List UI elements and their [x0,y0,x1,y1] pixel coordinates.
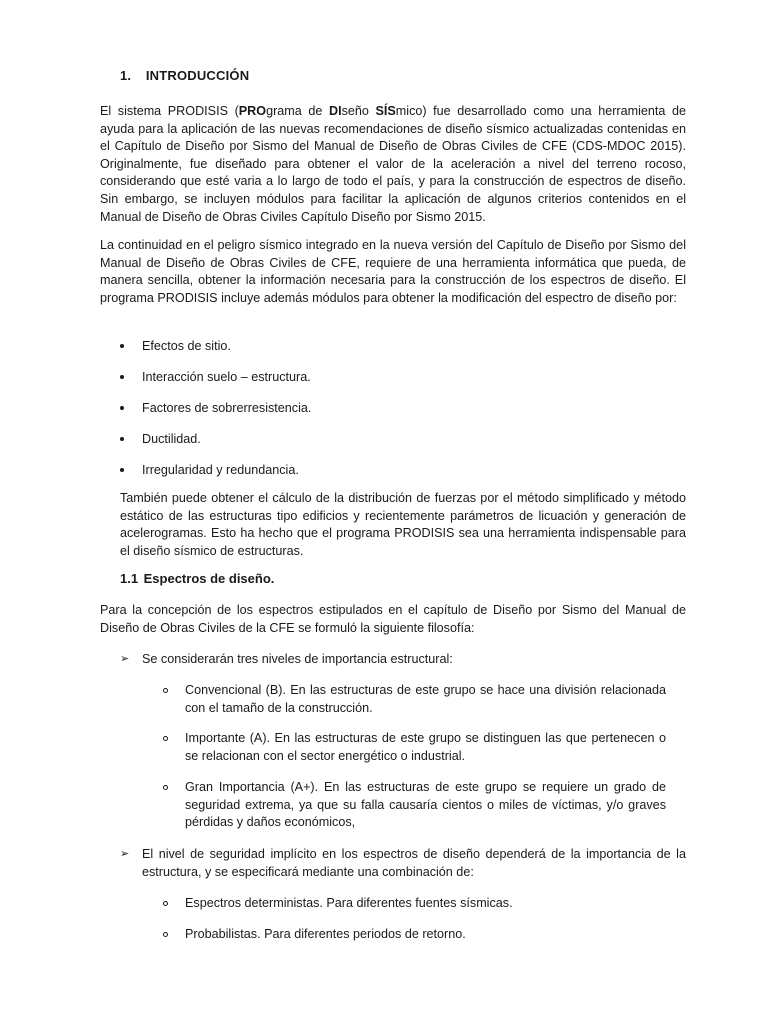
circle-bullet-icon [163,736,168,741]
bullet-icon [120,406,124,410]
intro-paragraph-2: La continuidad en el peligro sísmico integrado en la nueva versión del Capítulo de Diseño por Sismo del Manual de Diseño de Obras Civiles de CFE, requiere de una herramienta informática que pueda, de manera sencilla, obtener la información necesaria para la construcción de los espectros de diseño. El programa PRODISIS incluye además módulos para obtener la modificación del espectro de diseño por: [100,238,686,305]
section-title: INTRODUCCIÓN [145,68,250,83]
subsection-heading [120,571,274,586]
circle-bullet-icon [163,901,168,906]
bullet-icon [120,437,124,441]
sub-list-item: Espectros deterministas. Para diferentes fuentes sísmicas. [163,895,666,913]
arrow-bullet-icon: ➢ [120,653,130,665]
circle-bullet-icon [163,785,168,790]
arrow-bullet-icon: ➢ [120,848,130,860]
subsection-number: 1.1 [120,571,139,586]
section-heading [120,68,249,83]
list-item: Irregularidad y redundancia. [120,462,311,493]
sub-list-item: Probabilistas. Para diferentes periodos de retorno. [163,926,666,944]
sub-list-item: Gran Importancia (A+). En las estructuras de este grupo se requiere un grado de seguridad extrema, ya que su falla causaría cientos o miles de víctimas, y/o graves pérdidas y daños económicos, [163,779,666,832]
sub-list-item: Convencional (B). En las estructuras de este grupo se hace una división relacionada con el tamaño de la construcción. [163,682,666,717]
bullet-icon [120,468,124,472]
list-item: Ductilidad. [120,431,311,462]
subsection-paragraph-1: Para la concepción de los espectros estipulados en el capítulo de Diseño por Sismo del Manual de Diseño de Obras Civiles de la CFE se formuló la siguiente filosofía: [100,603,686,635]
circle-bullet-icon [163,932,168,937]
list-item: Efectos de sitio. [120,338,311,369]
list-item: Interacción suelo – estructura. [120,369,311,400]
list-item: Factores de sobrerresistencia. [120,400,311,431]
circle-bullet-icon [163,688,168,693]
bullet-list [120,338,311,493]
sub-list-item: Importante (A). En las estructuras de este grupo se distinguen las que pertenecen o se relacionan con el sector energético o industrial. [163,730,666,765]
subsection-title: Espectros de diseño. [143,571,275,586]
intro-paragraph-3: También puede obtener el cálculo de la distribución de fuerzas por el método simplificado y método estático de las estructuras tipo edificios y recientemente parámetros de licuación y generación de acelerogramas. Esto ha hecho que el programa PRODISIS sea una herramienta indispensable para el diseño sísmico de estructuras. [120,491,686,558]
bullet-icon [120,344,124,348]
intro-paragraph-1: El sistema PRODISIS (PROgrama de DIseño SÍSmico) fue desarrollado como una herramienta de ayuda para la aplicación de las nuevas recomendaciones de diseño sísmico actualizadas contenidas en el Capítulo de Diseño por Sismo del Manual de Diseño de Obras Civiles de CFE (CDS-MDOC 2015). Originalmente, fue diseñado para obtener el valor de la aceleración a nivel del terreno rocoso, considerando que esté varia a lo largo de todo el país, y para la construcción de espectros de diseño. Sin embargo, se incluyen módulos para facilitar la aplicación de algunos criterios contenidos en el Manual de Diseño de Obras Civiles Capítulo Diseño por Sismo 2015. [100,104,687,224]
section-number: 1. [120,68,132,83]
bullet-icon [120,375,124,379]
arrow-list-item: ➢ Se considerarán tres niveles de importancia estructural: [120,651,686,669]
arrow-list-item: ➢ El nivel de seguridad implícito en los espectros de diseño dependerá de la importancia de la estructura, y se especificará mediante una combinación de: [120,847,686,879]
